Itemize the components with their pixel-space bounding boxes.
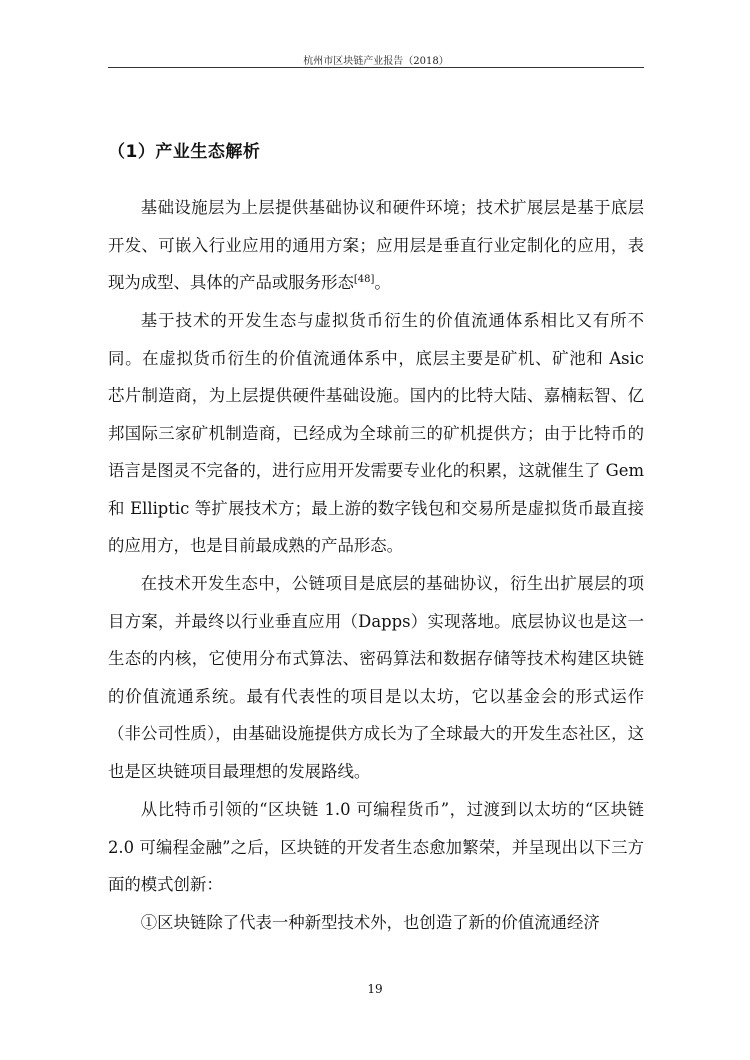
citation-ref: [48] xyxy=(353,274,375,285)
running-header: 杭州市区块链产业报告（2018） xyxy=(303,56,449,67)
paragraph-5: ①区块链除了代表一种新型技术外，也创造了新的价值流通经济 xyxy=(140,913,600,932)
paragraph-4: 从比特币引领的“区块链 1.0 可编程货币”，过渡到以太坊的“区块链 2.0 可编程金融”之后，区块链的开发者生态愈加繁荣，并呈现出以下三方面的模式创新： xyxy=(108,800,644,894)
paragraph-3: 在技术开发生态中，公链项目是底层的基础协议，衍生出扩展层的项目方案，并最终以行业垂直应用（Dapps）实现落地。底层协议也是这一生态的内核，它使用分布式算法、密码算法和数据存储等技术构建区块链的价值流通系统。最有代表性的项目是以太坊，它以基金会的形式运作（非公司性质），由基础设施提供方成长为了全球最大的开发生态社区，这也是区块链项目最理想的发展路线。 xyxy=(108,574,644,781)
header-divider xyxy=(108,67,644,68)
paragraph-1-text: 基础设施层为上层提供基础协议和硬件环境；技术扩展层是基于底层开发、可嵌入行业应用的通用方案；应用层是垂直行业定制化的应用，表现为成型、具体的产品或服务形态 xyxy=(108,198,644,292)
section-heading: （1）产业生态解析 xyxy=(108,142,261,162)
paragraph-2: 基于技术的开发生态与虚拟货币衍生的价值流通体系相比又有所不同。在虚拟货币衍生的价值流通体系中，底层主要是矿机、矿池和 Asic 芯片制造商，为上层提供硬件基础设施。国内的比特大陆、嘉楠耘智、亿邦国际三家矿机制造商，已经成为全球前三的矿机提供方；由于比特币的语言是图灵不完备的，进行应用开发需要专业化的积累，这就催生了 Gem 和 Elliptic 等扩展技术方；最上游的数字钱包和交易所是虚拟货币最直接的应用方，也是目前最成熟的产品形态。 xyxy=(108,311,644,555)
paragraph-1 xyxy=(108,189,644,302)
page-number: 19 xyxy=(367,982,383,996)
paragraph-1-tail: 。 xyxy=(374,273,391,292)
